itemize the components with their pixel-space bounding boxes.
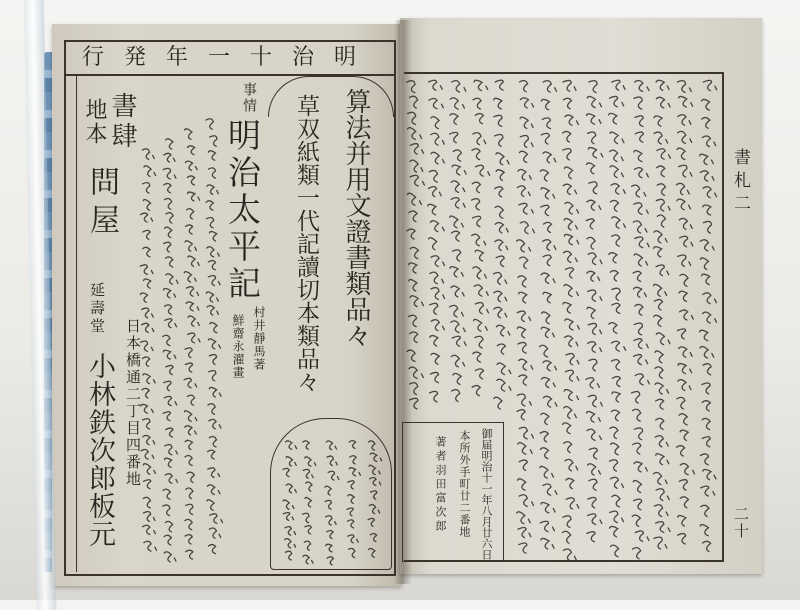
colophon-date: 御届明治十一年八月廿六日 bbox=[480, 428, 493, 560]
margin-title: 書札二 bbox=[730, 148, 750, 217]
publisher-type-shoshi: 書肆 bbox=[107, 92, 137, 152]
page-number: 二十 bbox=[732, 506, 750, 540]
title-arch bbox=[268, 76, 394, 117]
colophon-author: 著者羽田富次郎 bbox=[434, 436, 447, 534]
illustrator-credit: 鮮齋永濯畫 bbox=[231, 314, 245, 379]
work-title: 明治太平記 bbox=[223, 118, 262, 303]
publisher-house: 延壽堂 bbox=[88, 282, 106, 336]
author-credit: 村井靜馬著 bbox=[252, 306, 266, 371]
notice-arch-box bbox=[270, 418, 392, 570]
publisher-type-jihon: 地本 bbox=[82, 98, 107, 146]
publisher-type-don-ya: 問屋 bbox=[84, 166, 119, 242]
right-frame-margin-line bbox=[722, 72, 724, 562]
publisher-address: 日本橋通二丁目四番地 bbox=[124, 318, 142, 488]
colophon-address: 本所外手町廿二番地 bbox=[458, 430, 471, 538]
inner-frame-line bbox=[76, 76, 77, 572]
publication-banner: 明治十一年発行 bbox=[81, 45, 376, 70]
title-sanpo: 算法并用文證書類品々 bbox=[341, 88, 371, 348]
title-kusazoshi: 草双紙類一代記讀切本類品々 bbox=[293, 94, 319, 393]
work-label: 事情 bbox=[241, 82, 257, 114]
publisher-name: 小林鉄次郎板元 bbox=[84, 352, 115, 548]
right-frame-top bbox=[404, 72, 724, 74]
